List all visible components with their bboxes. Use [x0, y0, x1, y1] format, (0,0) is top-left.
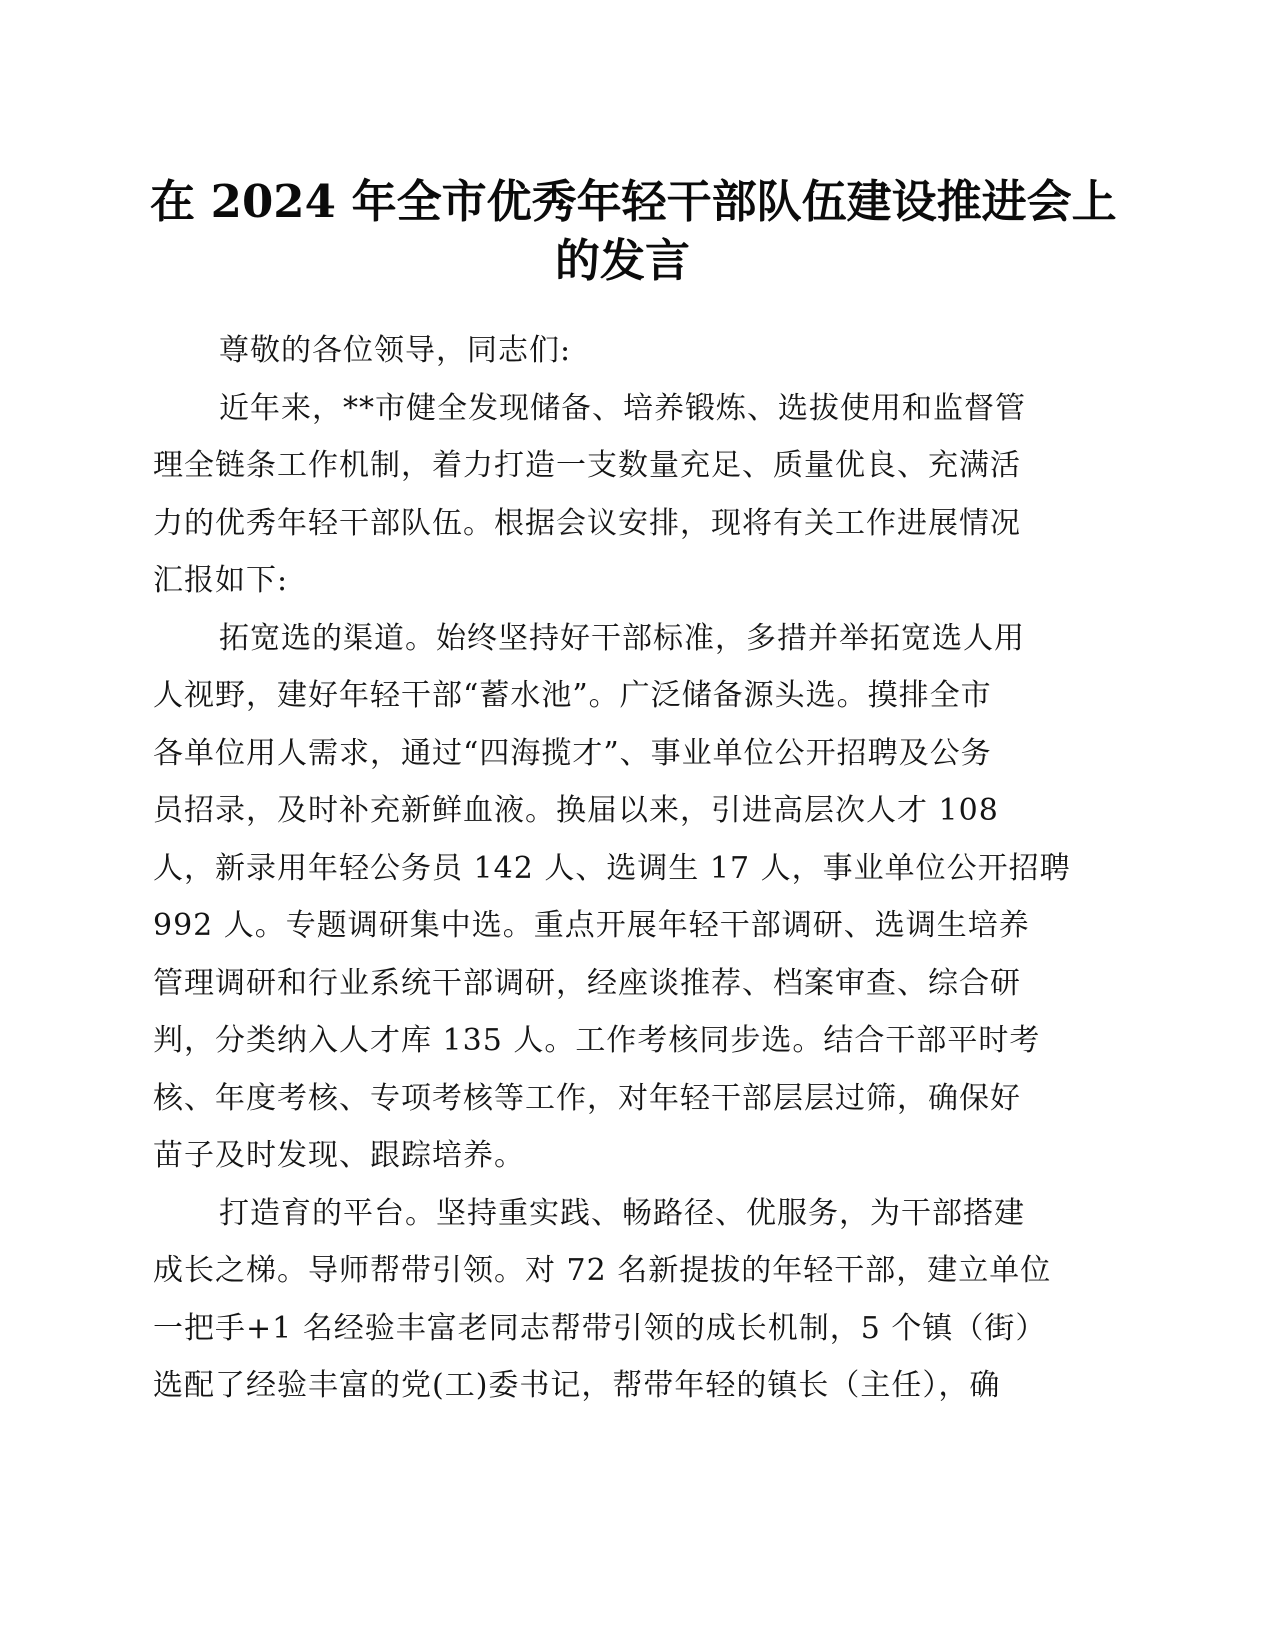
text-line: 判，分类纳入人才库 135 人。工作考核同步选。结合干部平时考	[153, 1023, 1041, 1058]
text-line: 力的优秀年轻干部队伍。根据会议安排，现将有关工作进展情况	[153, 505, 1021, 541]
text-line: 成长之梯。导师帮带引领。对 72 名新提拔的年轻干部，建立单位	[153, 1253, 1052, 1288]
text-line: 员招录，及时补充新鲜血液。换届以来，引进高层次人才 108	[153, 793, 999, 828]
text-line: 核、年度考核、专项考核等工作，对年轻干部层层过筛，确保好	[153, 1080, 1021, 1116]
document-body	[153, 322, 1093, 1415]
text-line: 苗子及时发现、跟踪培养。	[153, 1138, 525, 1173]
document-title	[150, 172, 1117, 290]
text-line: 管理调研和行业系统干部调研，经座谈推荐、档案审查、综合研	[153, 965, 1021, 1001]
title-line-2: 的发言	[554, 234, 690, 287]
text-line: 各单位用人需求，通过“四海揽才”、事业单位公开招聘及公务	[153, 735, 992, 771]
salutation: 尊敬的各位领导，同志们:	[219, 333, 572, 368]
text-line: 汇报如下:	[153, 563, 289, 598]
salutation-paragraph	[153, 322, 1093, 380]
training-platform-paragraph	[153, 1185, 1093, 1415]
text-line: 打造育的平台。坚持重实践、畅路径、优服务，为干部搭建	[219, 1195, 1025, 1231]
selection-channel-paragraph	[153, 610, 1093, 1185]
title-line-1: 在 2024 年全市优秀年轻干部队伍建设推进会上	[150, 175, 1117, 228]
intro-paragraph	[153, 380, 1093, 610]
text-line: 992 人。专题调研集中选。重点开展年轻干部调研、选调生培养	[153, 908, 1030, 943]
text-line: 拓宽选的渠道。始终坚持好干部标准，多措并举拓宽选人用	[219, 620, 1025, 656]
text-line: 近年来，**市健全发现储备、培养锻炼、选拔使用和监督管	[219, 390, 1026, 426]
text-line: 人视野，建好年轻干部“蓄水池”。广泛储备源头选。摸排全市	[153, 678, 992, 713]
text-line: 理全链条工作机制，着力打造一支数量充足、质量优良、充满活	[153, 448, 1021, 483]
text-line: 选配了经验丰富的党(工)委书记，帮带年轻的镇长（主任），确	[153, 1368, 1001, 1403]
text-line: 一把手+1 名经验丰富老同志帮带引领的成长机制，5 个镇（街）	[153, 1310, 1047, 1346]
text-line: 人，新录用年轻公务员 142 人、选调生 17 人，事业单位公开招聘	[153, 850, 1071, 886]
